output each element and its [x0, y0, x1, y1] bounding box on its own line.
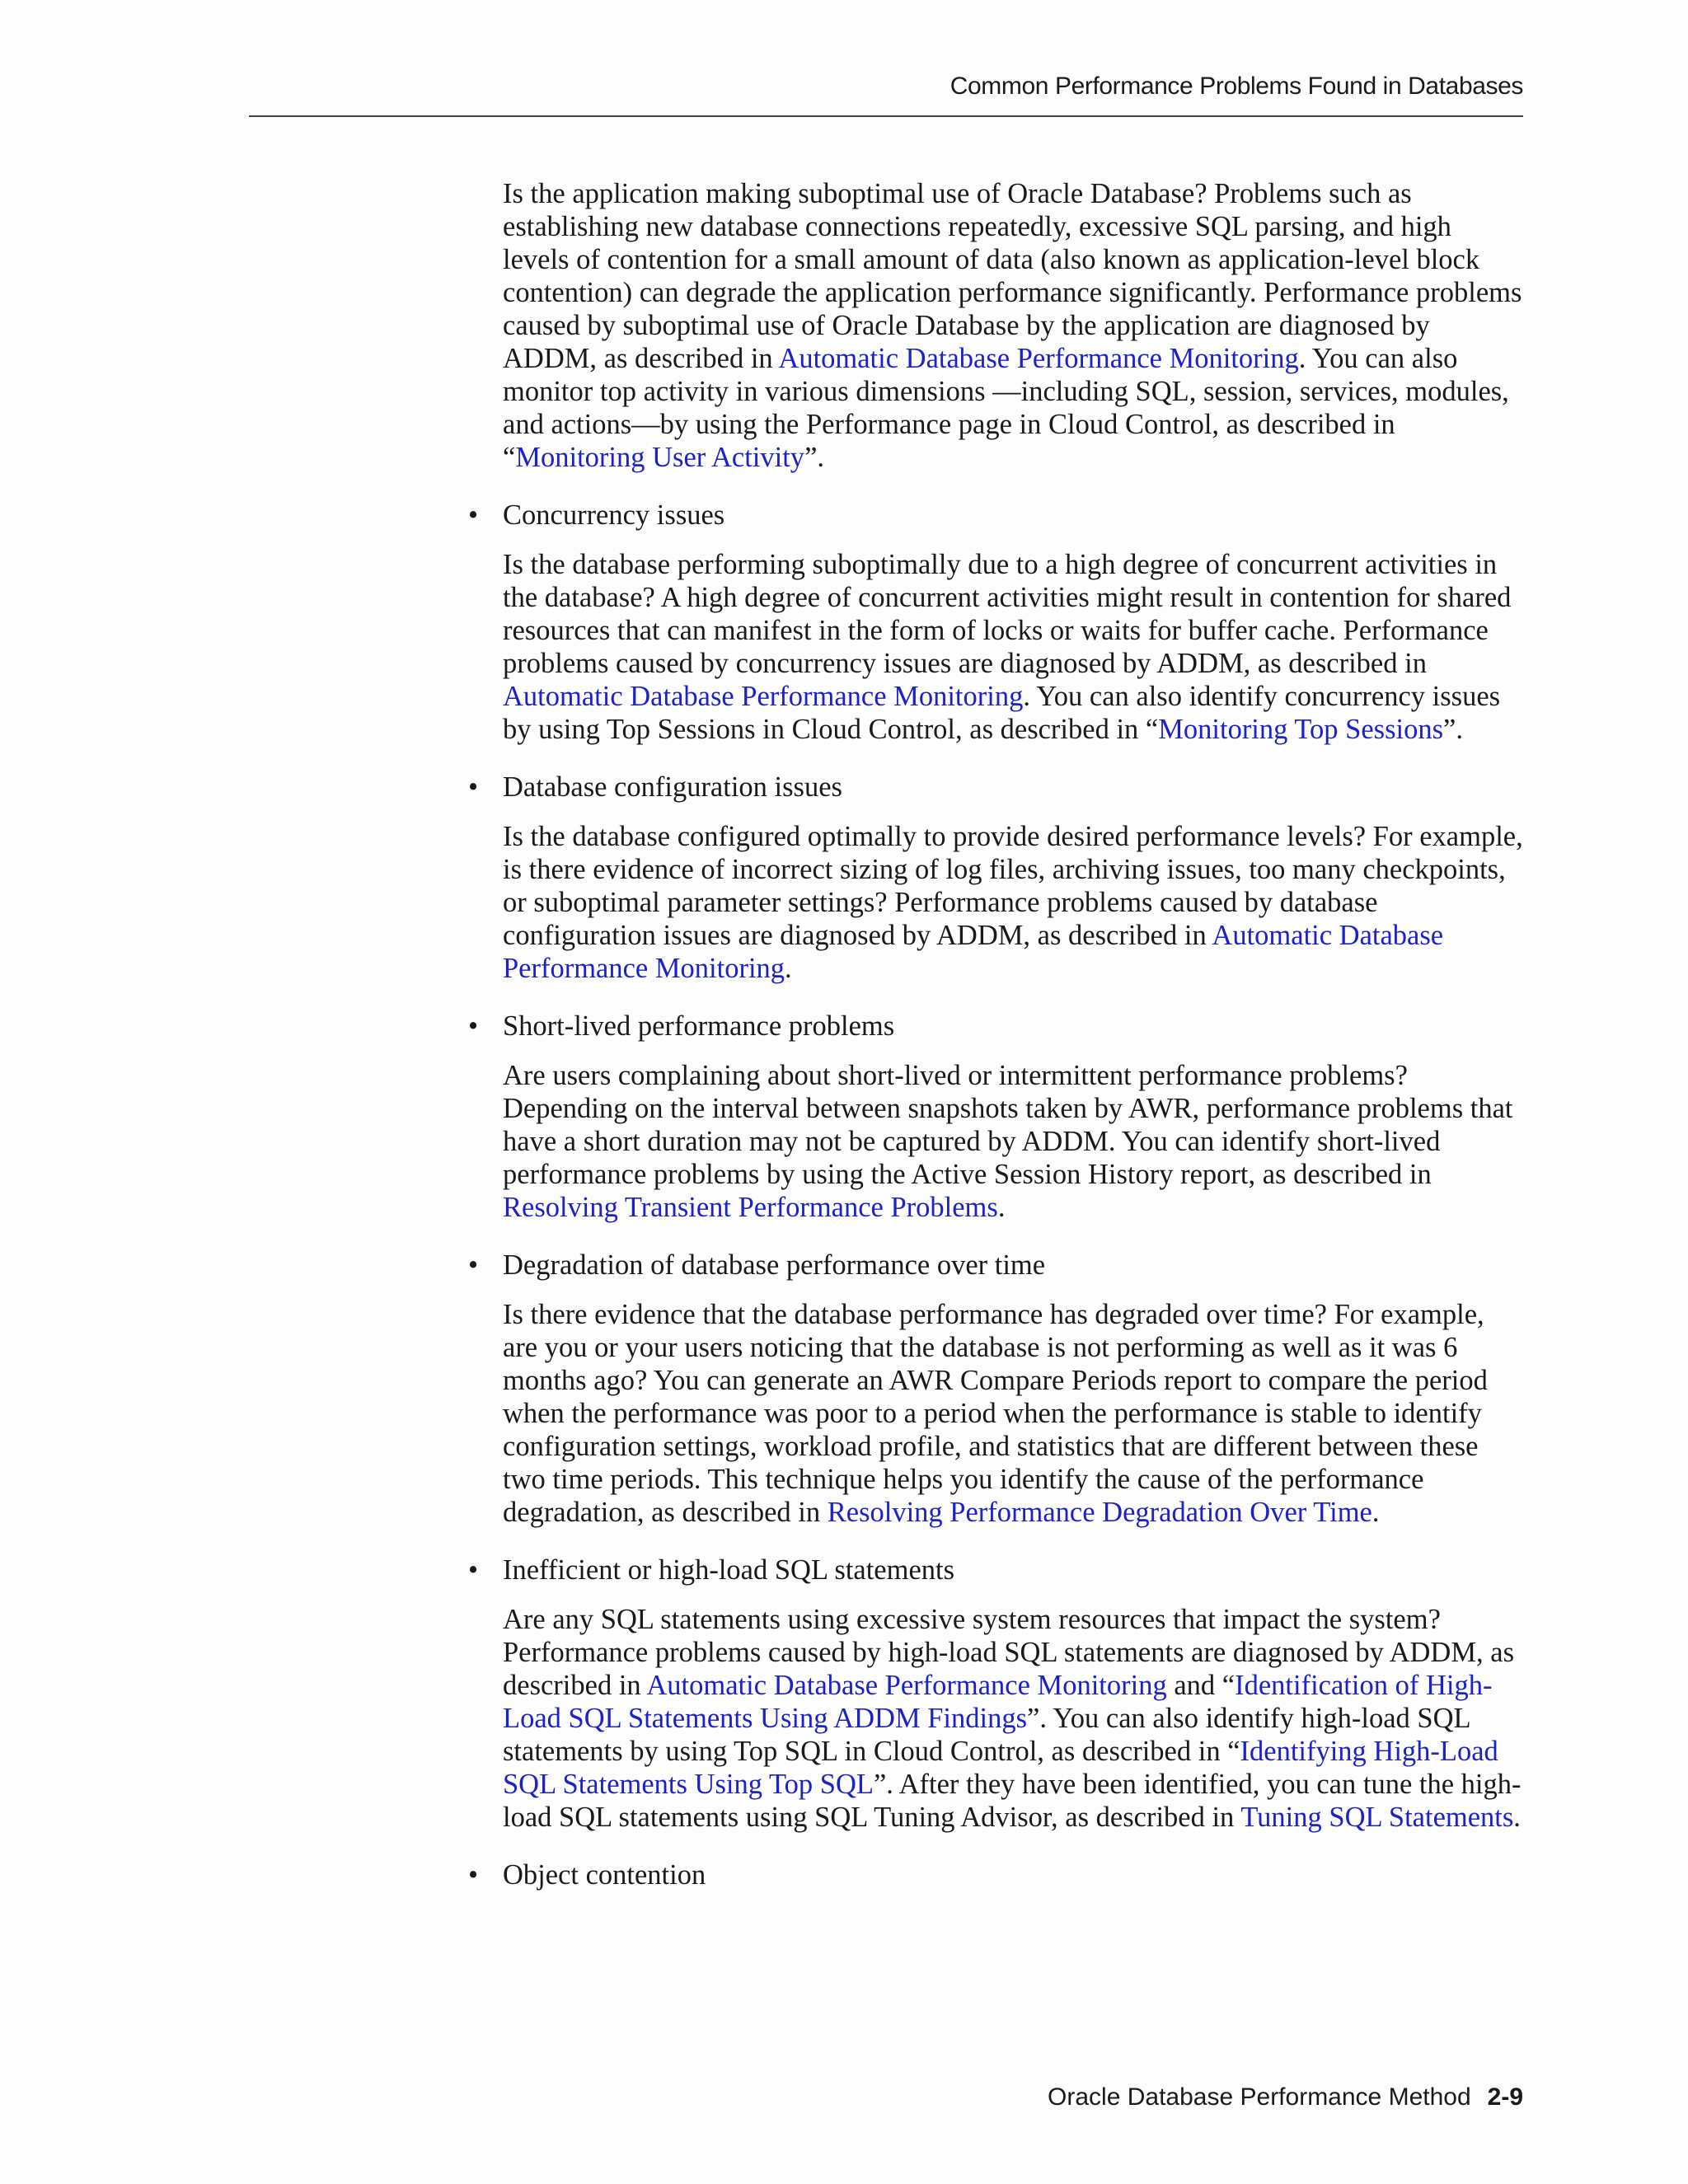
bullet-item-sql [467, 1554, 1525, 1586]
intro-text-2: . You can also monitor top activity in various dimensions —including SQL, session, services, modules, and actions—by using the Performance page in Cloud Control, as described in “ [503, 343, 1509, 473]
main-content [467, 177, 1525, 1908]
bullet-icon: • [467, 1010, 479, 1042]
bullet-title-configuration: Database configuration issues [503, 771, 842, 803]
bullet-item-object-contention [467, 1858, 1525, 1891]
link-tuning-sql-statements[interactable]: Tuning SQL Statements [1240, 1802, 1514, 1833]
running-footer [1048, 2083, 1523, 2111]
degradation-text-1: Is there evidence that the database performance has degraded over time? For example, are you or your users noticing that the database is not performing as well as it was 6 months ago? You can generate an AWR Compare Periods report to compare the period when the performance was poor to a period when the performance is stable to identify configuration settings, workload profile, and statistics that are different between these two time periods. This technique helps you identify the cause of the performance degradation, as described in [503, 1299, 1488, 1528]
bullet-title-degradation: Degradation of database performance over time [503, 1249, 1046, 1281]
bullet-item-short-lived [467, 1010, 1525, 1043]
bullet-title-concurrency: Concurrency issues [503, 499, 725, 531]
sql-text-2: and “ [1166, 1670, 1236, 1701]
bullet-item-configuration [467, 771, 1525, 804]
link-automatic-database-performance-monitoring[interactable]: Automatic Database Performance Monitoring [778, 343, 1299, 374]
bullet-title-sql: Inefficient or high-load SQL statements [503, 1554, 955, 1586]
concurrency-text-2: . You can also identify concurrency issues by using Top Sessions in Cloud Control, as described in “ [503, 681, 1501, 745]
intro-text-3: ”. [804, 442, 825, 473]
link-identifying-high-load-sql-top-sql[interactable]: Identifying High-Load SQL Statements Using Top SQL [503, 1736, 1498, 1800]
bullet-icon: • [467, 1249, 479, 1281]
sql-text-3: ”. You can also identify high-load SQL statements by using Top SQL in Cloud Control, as described in “ [503, 1703, 1470, 1767]
bullet-item-concurrency [467, 499, 1525, 532]
bullet-title-short-lived: Short-lived performance problems [503, 1010, 895, 1042]
short-lived-text-2: . [997, 1192, 1006, 1223]
configuration-text-1: Is the database configured optimally to provide desired performance levels? For example, is there evidence of incorrect sizing of log files, archiving issues, too many checkpoints, or suboptimal parameter settings? Performance problems caused by database configuration issues are diagnosed by ADDM, as described in [503, 821, 1523, 951]
short-lived-paragraph [503, 1059, 1525, 1224]
sql-text-4: ”. After they have been identified, you can tune the high-load SQL statements using SQL Tuning Advisor, as described in [503, 1769, 1522, 1833]
bullet-title-object-contention: Object contention [503, 1859, 706, 1891]
intro-paragraph [503, 177, 1525, 474]
bullet-icon: • [467, 1554, 479, 1586]
link-identification-of-high-load-sql-addm[interactable]: Identification of High-Load SQL Statements Using ADDM Findings [503, 1670, 1493, 1734]
link-resolving-performance-degradation-over-time[interactable]: Resolving Performance Degradation Over Time [827, 1497, 1372, 1528]
degradation-text-2: . [1372, 1497, 1380, 1528]
short-lived-text-1: Are users complaining about short-lived or intermittent performance problems? Depending on the interval between snapshots taken by AWR, performance problems that have a short duration may not be captured by ADDM. You can identify short-lived performance problems by using the Active Session History report, as described in [503, 1060, 1513, 1190]
link-automatic-database-performance-monitoring[interactable]: Automatic Database Performance Monitoring [503, 920, 1444, 984]
header-rule [249, 115, 1523, 117]
sql-paragraph [503, 1603, 1525, 1834]
running-header: Common Performance Problems Found in Databases [950, 73, 1523, 100]
footer-title: Oracle Database Performance Method [1048, 2083, 1471, 2111]
concurrency-paragraph [503, 548, 1525, 746]
page-number: 2-9 [1487, 2083, 1523, 2111]
link-monitoring-user-activity[interactable]: Monitoring User Activity [515, 442, 805, 473]
intro-text-1: Is the application making suboptimal use of Oracle Database? Problems such as establishing new database connections repeatedly, excessive SQL parsing, and high levels of contention for a small amount of data (also known as application-level block contention) can degrade the application performance significantly. Performance problems caused by suboptimal use of Oracle Database by the application are diagnosed by ADDM, as described in [503, 178, 1522, 374]
bullet-icon: • [467, 771, 479, 803]
sql-text-1: Are any SQL statements using excessive system resources that impact the system? Performance problems caused by high-load SQL statements are diagnosed by ADDM, as described in [503, 1604, 1515, 1701]
sql-text-5: . [1513, 1802, 1521, 1833]
configuration-paragraph [503, 820, 1525, 985]
bullet-item-degradation [467, 1249, 1525, 1282]
link-automatic-database-performance-monitoring[interactable]: Automatic Database Performance Monitoring [646, 1670, 1167, 1701]
degradation-paragraph [503, 1298, 1525, 1529]
link-automatic-database-performance-monitoring[interactable]: Automatic Database Performance Monitoring [503, 681, 1024, 712]
configuration-text-2: . [785, 953, 792, 984]
link-resolving-transient-performance-problems[interactable]: Resolving Transient Performance Problems [503, 1192, 998, 1223]
bullet-icon: • [467, 1859, 479, 1891]
link-monitoring-top-sessions[interactable]: Monitoring Top Sessions [1158, 714, 1444, 745]
concurrency-text-3: ”. [1443, 714, 1463, 745]
concurrency-text-1: Is the database performing suboptimally due to a high degree of concurrent activities in the database? A high degree of concurrent activities might result in contention for shared resources that can manifest in the form of locks or waits for buffer cache. Performance problems caused by concurrency issues are diagnosed by ADDM, as described in [503, 549, 1512, 679]
bullet-icon: • [467, 499, 479, 531]
